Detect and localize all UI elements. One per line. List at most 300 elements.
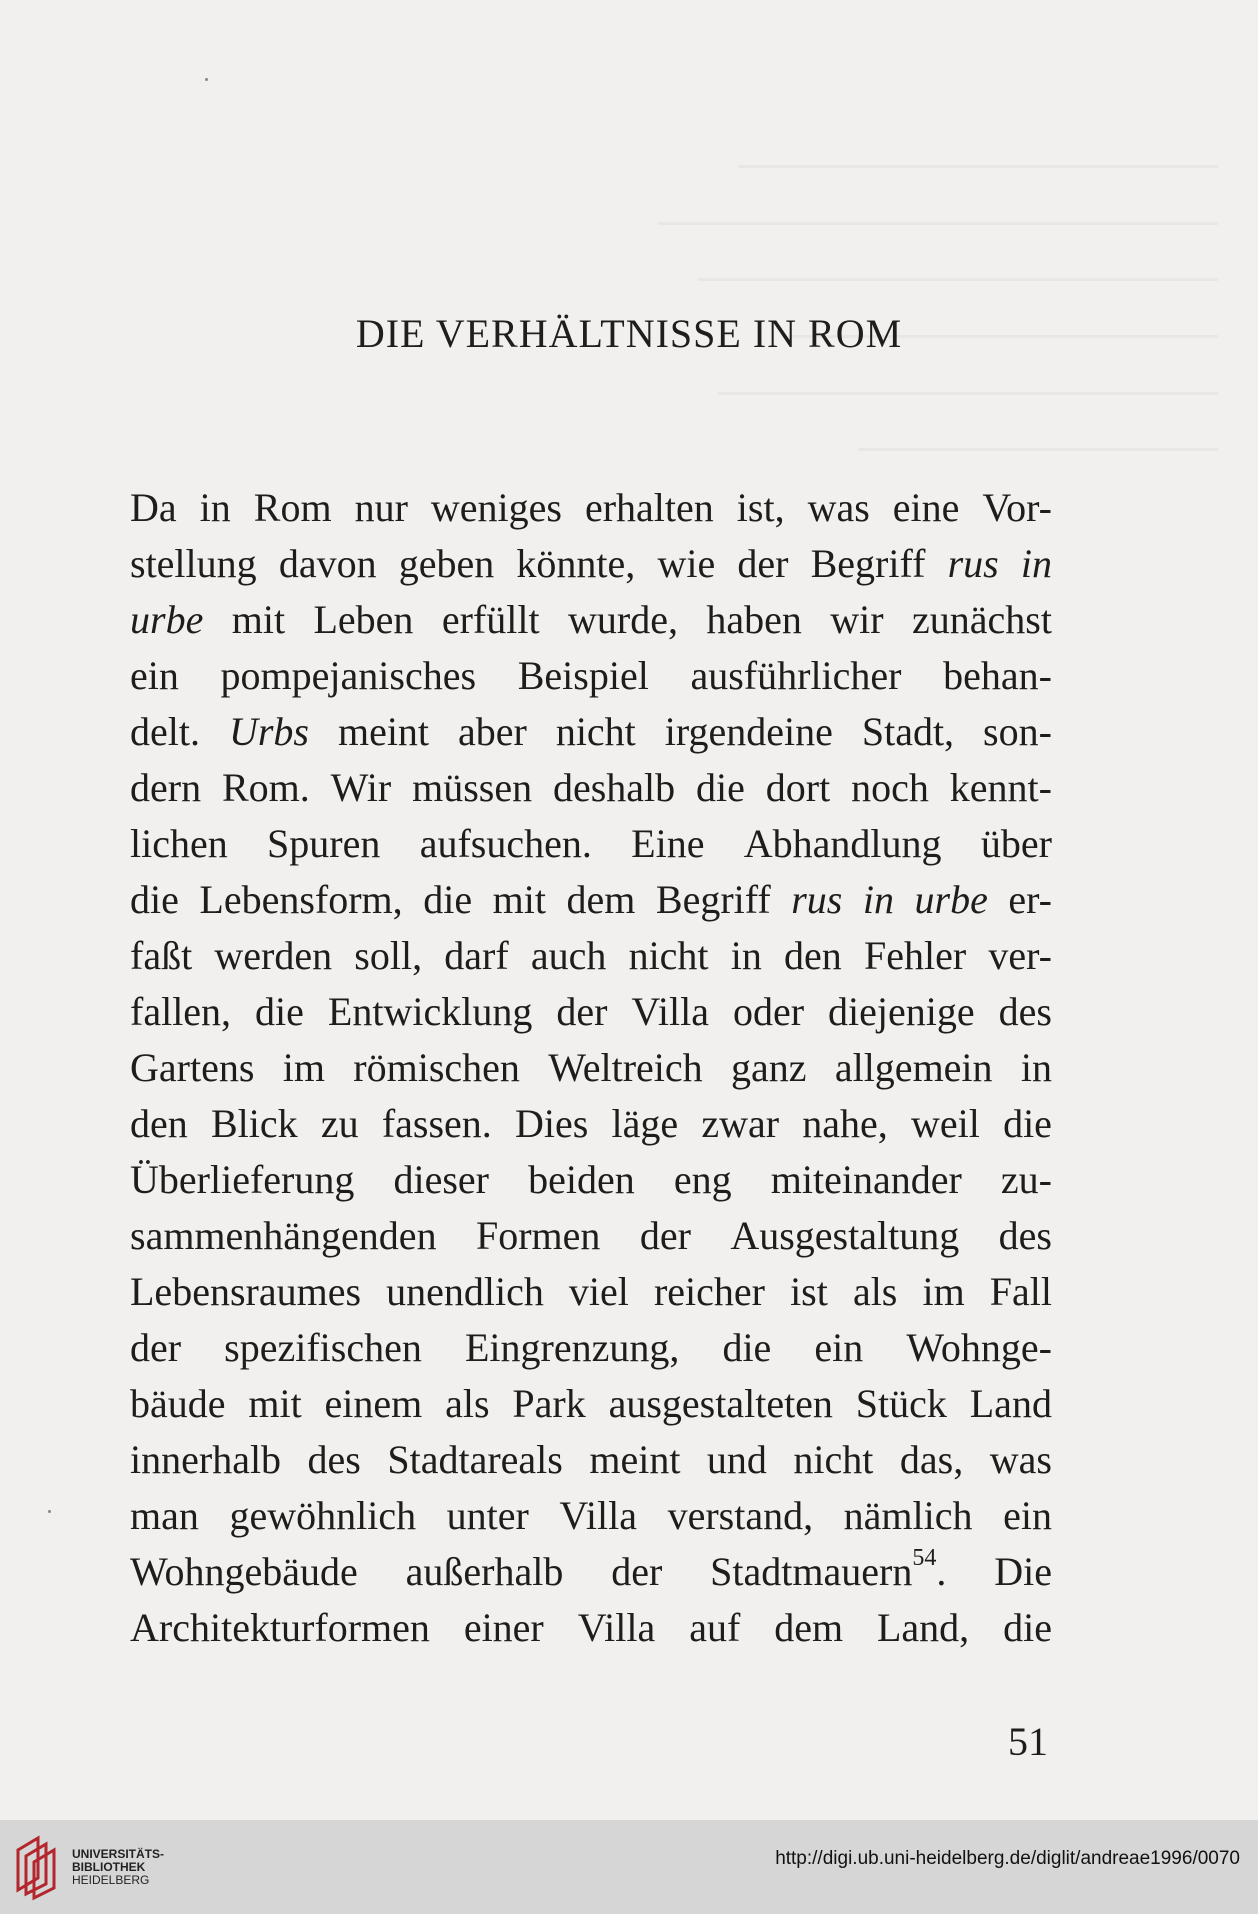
word — [493, 872, 546, 928]
word — [793, 1432, 873, 1488]
word — [130, 1040, 254, 1096]
word-text: könnte, — [516, 541, 636, 586]
word-text: einer — [463, 1605, 544, 1650]
word-text: viel — [568, 1269, 629, 1314]
word — [877, 1600, 969, 1656]
word — [382, 1096, 492, 1152]
word-text: reicher — [653, 1269, 765, 1314]
word — [130, 1376, 226, 1432]
word — [386, 1264, 544, 1320]
text-line — [130, 704, 1052, 760]
word — [835, 1040, 993, 1096]
word-text: noch — [851, 765, 929, 810]
word — [589, 1432, 680, 1488]
word — [730, 1208, 959, 1264]
word-text: als — [445, 1381, 490, 1426]
word-text: Urbs — [228, 709, 309, 754]
word-text: rus — [947, 541, 999, 586]
word-text: behan- — [943, 653, 1052, 698]
word-text: Lebensform, — [199, 877, 403, 922]
word-text: Eingrenzung, — [464, 1325, 680, 1370]
word — [232, 592, 285, 648]
word — [518, 648, 649, 704]
word-text: über — [980, 821, 1052, 866]
word-text: faßt — [130, 933, 193, 978]
word-text: diejenige — [828, 989, 975, 1034]
word — [706, 592, 802, 648]
word-text: die — [130, 877, 179, 922]
word — [1001, 1152, 1052, 1208]
word — [585, 480, 714, 536]
word — [399, 536, 495, 592]
text-line — [130, 1488, 1052, 1544]
word-text: zunächst — [912, 597, 1052, 642]
word-text: geben — [398, 541, 495, 586]
word-text: mit — [231, 597, 286, 642]
word — [248, 1376, 301, 1432]
word — [130, 1600, 430, 1656]
word-text: weniges — [430, 485, 562, 530]
word — [707, 1432, 767, 1488]
word — [988, 928, 1052, 984]
word — [737, 536, 788, 592]
word-text: der — [130, 1325, 182, 1370]
word — [911, 1096, 980, 1152]
logo-line-3: HEIDELBERG — [72, 1873, 150, 1887]
word — [802, 1096, 888, 1152]
word-text: weil — [910, 1101, 980, 1146]
word — [994, 1544, 1052, 1600]
word — [731, 1040, 807, 1096]
word — [355, 480, 408, 536]
word — [465, 1320, 679, 1376]
word — [420, 816, 592, 872]
word-text: unendlich — [386, 1269, 544, 1314]
word-text: nämlich — [843, 1493, 973, 1538]
word — [893, 480, 960, 536]
word-text: pompejanisches — [220, 653, 477, 698]
word-text: dem — [774, 1605, 844, 1650]
word — [900, 1432, 963, 1488]
library-logo-icon — [12, 1832, 64, 1902]
word — [321, 1096, 359, 1152]
text-line — [130, 984, 1052, 1040]
word — [814, 1320, 863, 1376]
text-line — [130, 480, 1052, 536]
word-text: außerhalb — [405, 1549, 564, 1594]
word — [130, 984, 231, 1040]
word — [864, 928, 966, 984]
word — [354, 928, 422, 984]
word — [130, 1208, 437, 1264]
word — [229, 1488, 416, 1544]
word-text: Formen — [475, 1213, 601, 1258]
word-text: in — [862, 877, 895, 922]
word — [515, 1096, 588, 1152]
word-text: dort — [765, 765, 831, 810]
word — [906, 1320, 1052, 1376]
text-line — [130, 592, 1052, 648]
word — [844, 1488, 973, 1544]
word-text: kennt- — [949, 765, 1052, 810]
word — [862, 704, 954, 760]
word-text: ganz — [731, 1045, 807, 1090]
word — [982, 480, 1052, 536]
word-text: aufsuchen. — [419, 821, 592, 866]
word — [1008, 872, 1052, 928]
word — [922, 1264, 964, 1320]
word-text: den — [130, 1101, 188, 1146]
word-text: in — [1020, 541, 1052, 586]
word-text: Spuren — [267, 821, 381, 866]
word — [406, 1544, 564, 1600]
word — [665, 704, 833, 760]
word-text: Wohngebäude — [130, 1549, 358, 1594]
word — [701, 1096, 779, 1152]
word — [130, 816, 228, 872]
word — [130, 872, 179, 928]
text-line — [130, 1040, 1052, 1096]
text-line — [130, 1432, 1052, 1488]
word — [656, 872, 771, 928]
word — [559, 1488, 637, 1544]
word — [528, 1152, 635, 1208]
word — [629, 928, 709, 984]
word-text: die — [1003, 1605, 1052, 1650]
word — [130, 1488, 199, 1544]
word — [308, 1432, 361, 1488]
word — [431, 480, 562, 536]
word — [766, 760, 830, 816]
text-line — [130, 1376, 1052, 1432]
word-text: miteinander — [770, 1157, 962, 1202]
word-text: dem — [566, 877, 636, 922]
word-text: Überlieferung — [130, 1157, 355, 1202]
word-text: Beispiel — [517, 653, 649, 698]
word-text: man — [130, 1493, 199, 1538]
word — [981, 816, 1052, 872]
word — [556, 704, 636, 760]
word — [668, 1488, 814, 1544]
word-text: des — [998, 989, 1052, 1034]
word-text: eine — [892, 485, 960, 530]
text-line — [130, 760, 1052, 816]
word — [733, 984, 804, 1040]
word — [338, 704, 429, 760]
word — [130, 648, 179, 704]
scan-speck — [48, 1510, 51, 1513]
word-text: Begriff — [810, 541, 926, 586]
word — [791, 872, 842, 928]
word — [130, 536, 257, 592]
text-line — [130, 1152, 1052, 1208]
word-text: meint — [337, 709, 430, 754]
word — [254, 480, 332, 536]
word-text: in — [199, 485, 231, 530]
word — [442, 592, 540, 648]
word-text: stellung — [130, 541, 257, 586]
library-logo-text — [72, 1848, 164, 1887]
word-text: Die — [994, 1549, 1052, 1594]
word — [851, 760, 929, 816]
word-text: Ausgestaltung — [730, 1213, 960, 1258]
word-text: son- — [983, 709, 1052, 754]
word — [130, 704, 200, 760]
word — [612, 1096, 679, 1152]
word-text: den — [784, 933, 842, 978]
word — [130, 592, 203, 648]
word-text: zu- — [1000, 1157, 1052, 1202]
word-text: der — [556, 989, 608, 1034]
word — [853, 1264, 897, 1320]
word — [512, 1376, 585, 1432]
word — [830, 592, 883, 648]
word-text: rus — [791, 877, 843, 922]
word-text: das, — [899, 1437, 964, 1482]
text-line — [130, 1320, 1052, 1376]
word-text: Vor- — [982, 485, 1052, 530]
word-text: ver- — [988, 933, 1052, 978]
word — [1003, 1600, 1052, 1656]
word — [654, 1264, 765, 1320]
word-text: zu — [320, 1101, 359, 1146]
word-text: urbe — [914, 877, 988, 922]
word-text: Villa — [559, 1493, 637, 1538]
word-text: wir — [830, 597, 884, 642]
chapter-title: DIE VERHÄLTNISSE IN ROM — [355, 311, 903, 356]
word — [569, 1264, 629, 1320]
word-text: Blick — [210, 1101, 298, 1146]
word-text: erhalten — [584, 485, 714, 530]
word — [771, 1152, 962, 1208]
word-text: deshalb — [552, 765, 676, 810]
word — [325, 1376, 423, 1432]
word — [943, 648, 1052, 704]
word — [828, 984, 975, 1040]
word-text: Dies — [514, 1101, 589, 1146]
word — [130, 760, 201, 816]
word — [130, 1320, 181, 1376]
word — [737, 480, 785, 536]
word — [696, 760, 745, 816]
word — [458, 704, 527, 760]
word-text: römischen — [353, 1045, 520, 1090]
word-text: in — [1020, 1045, 1052, 1090]
word-text: Fehler — [864, 933, 967, 978]
word-text: Park — [512, 1381, 586, 1426]
word-text: urbe — [130, 597, 204, 642]
footnote-reference[interactable]: 54 — [912, 1544, 937, 1571]
word-text: ist, — [736, 485, 785, 530]
word — [130, 1264, 361, 1320]
word-text: im — [922, 1269, 965, 1314]
word — [130, 1544, 358, 1600]
word — [983, 704, 1052, 760]
text-line — [130, 1208, 1052, 1264]
digitization-footer — [0, 1820, 1258, 1914]
word-text: Rom. — [221, 765, 310, 810]
word — [556, 984, 607, 1040]
word-text: davon — [278, 541, 377, 586]
word-text: Da — [130, 485, 177, 530]
word — [674, 1152, 732, 1208]
word-text: müssen — [412, 765, 533, 810]
word — [214, 928, 332, 984]
word — [689, 1600, 740, 1656]
word — [331, 760, 392, 816]
word-text: Weltreich — [548, 1045, 703, 1090]
word-text: nicht — [793, 1437, 874, 1482]
word-text: innerhalb — [130, 1437, 282, 1482]
word-text: verstand, — [667, 1493, 814, 1538]
text-line — [130, 648, 1052, 704]
word-text: nur — [354, 485, 408, 530]
text-line — [130, 536, 1052, 592]
word — [912, 592, 1052, 648]
word-text: im — [282, 1045, 325, 1090]
word — [609, 1376, 833, 1432]
word-text: bäude — [130, 1381, 226, 1426]
word — [130, 1432, 281, 1488]
word-text: Entwicklung — [327, 989, 533, 1034]
word — [631, 984, 709, 1040]
word — [267, 816, 380, 872]
word — [990, 1264, 1052, 1320]
word-text: mit — [492, 877, 546, 922]
word-text: Stück — [855, 1381, 947, 1426]
word-text: nicht — [628, 933, 709, 978]
word — [464, 1600, 544, 1656]
word — [856, 1376, 947, 1432]
word — [1003, 1488, 1052, 1544]
word-text: soll, — [354, 933, 423, 978]
word — [353, 1040, 520, 1096]
word — [774, 1600, 843, 1656]
word-text: ausführlicher — [690, 653, 902, 698]
word-text: lichen — [130, 821, 228, 866]
word-text: Leben — [313, 597, 414, 642]
word — [1003, 1096, 1052, 1152]
word-text: was — [989, 1437, 1052, 1482]
word-text: und — [706, 1437, 767, 1482]
text-line — [130, 928, 1052, 984]
word-text: Abhandlung — [743, 821, 942, 866]
word-text: haben — [706, 597, 802, 642]
word — [476, 1208, 600, 1264]
source-url-link[interactable]: http://digi.ub.uni-heidelberg.de/diglit/andreae1996/0070 — [775, 1848, 1240, 1869]
logo-line-2: BIBLIOTHEK — [72, 1860, 146, 1874]
word-text: fallen, — [130, 989, 232, 1034]
word — [631, 816, 704, 872]
word-text: unter — [446, 1493, 529, 1538]
word — [130, 1152, 354, 1208]
word-text: gewöhnlich — [229, 1493, 417, 1538]
word — [387, 1432, 563, 1488]
word-text: wurde, — [567, 597, 678, 642]
page-number: 51 — [1008, 1719, 1048, 1764]
word-text: was — [807, 485, 870, 530]
word — [412, 760, 532, 816]
word-text: des — [307, 1437, 361, 1482]
word — [948, 536, 999, 592]
word — [566, 872, 635, 928]
word-text: beiden — [528, 1157, 635, 1202]
word — [999, 984, 1052, 1040]
word — [444, 928, 508, 984]
word — [199, 872, 402, 928]
word — [516, 536, 635, 592]
word — [447, 1488, 529, 1544]
word-text: Land — [969, 1381, 1052, 1426]
word-with-footnote-ref — [710, 1544, 946, 1600]
word — [1021, 536, 1052, 592]
word-text: mit — [248, 1381, 302, 1426]
word-text: allgemein — [834, 1045, 993, 1090]
word-text: Architekturformen — [130, 1605, 430, 1650]
word-text: nahe, — [802, 1101, 888, 1146]
word-text: oder — [732, 989, 805, 1034]
word-text: auch — [530, 933, 607, 978]
word-text: zwar — [701, 1101, 780, 1146]
word — [531, 928, 607, 984]
scan-speck — [205, 78, 208, 81]
word-text: spezifischen — [224, 1325, 422, 1370]
word — [808, 480, 870, 536]
text-line — [130, 816, 1052, 872]
word — [657, 536, 715, 592]
word-text: Wohnge- — [906, 1325, 1052, 1370]
word-text: darf — [444, 933, 509, 978]
word-text: in — [730, 933, 762, 978]
word — [790, 1264, 828, 1320]
word — [568, 592, 678, 648]
word-text: Eine — [631, 821, 705, 866]
word — [445, 1376, 489, 1432]
word-text: die — [696, 765, 745, 810]
word — [229, 704, 309, 760]
word-text: ein — [814, 1325, 864, 1370]
word-text: nicht — [555, 709, 636, 754]
word-text: er- — [1008, 877, 1052, 922]
word-text: eng — [673, 1157, 732, 1202]
word — [221, 648, 477, 704]
word — [393, 1152, 489, 1208]
word-text: Begriff — [655, 877, 771, 922]
word-text: ausgestalteten — [608, 1381, 833, 1426]
word — [578, 1600, 656, 1656]
word-text: Villa — [577, 1605, 656, 1650]
word — [722, 1320, 771, 1376]
word — [915, 872, 988, 928]
word — [283, 1040, 325, 1096]
word-text: aber — [458, 709, 527, 754]
word-text: Stadtareals — [387, 1437, 563, 1482]
logo-line-1: UNIVERSITÄTS- — [72, 1847, 165, 1861]
word — [224, 1320, 422, 1376]
word-text: die — [423, 877, 473, 922]
word-text: einem — [324, 1381, 423, 1426]
word-text: der — [639, 1213, 691, 1258]
word — [640, 1208, 691, 1264]
word-text: Wir — [330, 765, 392, 810]
word-text: meint — [589, 1437, 681, 1482]
word-text: ein — [1003, 1493, 1052, 1538]
word — [990, 1432, 1052, 1488]
word — [970, 1376, 1052, 1432]
text-line — [130, 1264, 1052, 1320]
word — [744, 816, 942, 872]
word-text: läge — [611, 1101, 679, 1146]
